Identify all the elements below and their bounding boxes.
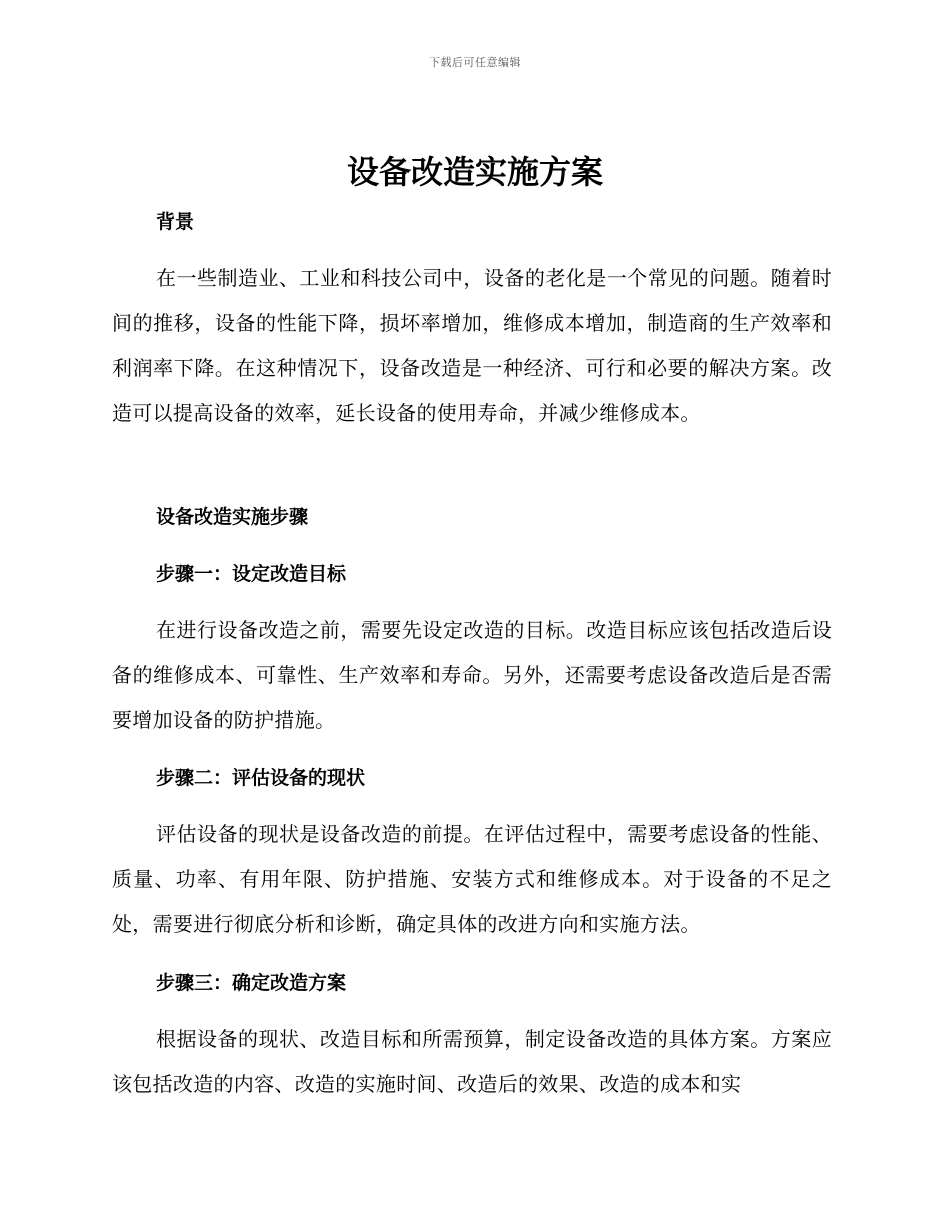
step-heading-2: 步骤二：评估设备的现状 bbox=[156, 767, 366, 789]
step-heading-1: 步骤一：设定改造目标 bbox=[156, 563, 347, 585]
paragraph-step-1: 在进行设备改造之前，需要先设定改造的目标。改造目标应该包括改造后设备的维修成本、可靠性、生产效率和寿命。另外，还需要考虑设备改造后是否需要增加设备的防护措施。 bbox=[112, 618, 832, 732]
paragraph-step-2: 评估设备的现状是设备改造的前提。在评估过程中，需要考虑设备的性能、质量、功率、有用年限、防护措施、安装方式和维修成本。对于设备的不足之处，需要进行彻底分析和诊断，确定具体的改进方向和实施方法。 bbox=[112, 822, 832, 936]
paragraph-background: 在一些制造业、工业和科技公司中，设备的老化是一个常见的问题。随着时间的推移，设备的性能下降，损坏率增加，维修成本增加，制造商的生产效率和利润率下降。在这种情况下，设备改造是一种经济、可行和必要的解决方案。改造可以提高设备的效率，延长设备的使用寿命，并减少维修成本。 bbox=[112, 266, 832, 425]
section-heading-background: 背景 bbox=[156, 211, 195, 233]
step-heading-3: 步骤三：确定改造方案 bbox=[156, 972, 347, 994]
paragraph-step-3: 根据设备的现状、改造目标和所需预算，制定设备改造的具体方案。方案应该包括改造的内容、改造的实施时间、改造后的效果、改造的成本和实 bbox=[112, 1027, 832, 1096]
page-header-note: 下载后可任意编辑 bbox=[429, 56, 521, 69]
document-title: 设备改造实施方案 bbox=[346, 153, 603, 191]
section-heading-steps: 设备改造实施步骤 bbox=[156, 506, 309, 528]
